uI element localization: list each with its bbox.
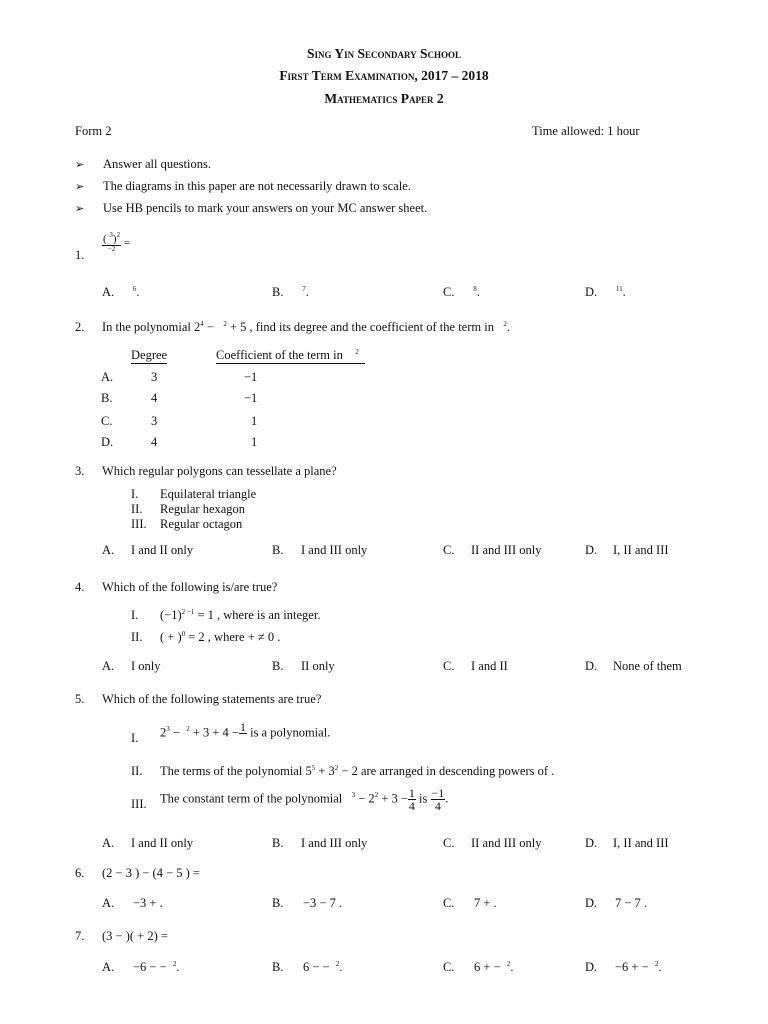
option-d[interactable]: D. (585, 543, 598, 557)
option-a[interactable]: A. (102, 836, 115, 850)
option-d[interactable]: D. (585, 960, 598, 974)
form-label: Form 2 (75, 124, 112, 138)
option-c-text: II and III only (471, 836, 542, 850)
option-a-text: I only (131, 659, 161, 673)
question-text: (3 − )( + 2) = (102, 929, 168, 943)
statement-roman: II. (131, 502, 143, 516)
option-c-text: 6 + − $^2$. (474, 960, 514, 974)
option-d-text: −6 + − $^2$. (615, 960, 662, 974)
statement-roman: I. (131, 731, 139, 745)
statement-text: The terms of the polynomial $5^5 + 3^2 - 2$ are arranged in descending powers of . (160, 764, 555, 778)
time-allowed: Time allowed: 1 hour (532, 124, 640, 138)
option-d[interactable]: D. (585, 836, 598, 850)
option-c[interactable]: C. (443, 659, 455, 673)
option-a-text: I and II only (131, 543, 194, 557)
option-b-text: I and III only (301, 836, 368, 850)
option-b-text: −3 − 7 . (303, 896, 343, 910)
question-text: Which regular polygons can tessellate a plane? (102, 464, 337, 478)
option-c[interactable]: C. (443, 960, 455, 974)
statement-text: $2^3 - ^2 + 3 + 4$ − 1 is a polynomial. (160, 720, 331, 740)
option-d[interactable]: D. (585, 659, 598, 673)
statement-roman: III. (131, 797, 147, 811)
question-text: Which of the following statements are true? (102, 692, 322, 706)
degree-column-header: Degree (131, 348, 168, 362)
statement-text: $(-1)^{2 -1} = 1$ , where is an integer. (160, 608, 321, 622)
question-number: 2. (75, 320, 85, 334)
statement-roman: II. (131, 630, 143, 644)
option-a[interactable]: A. (102, 896, 115, 910)
option-a[interactable]: A. (102, 543, 115, 557)
option-b[interactable]: B. (272, 896, 284, 910)
question-number: 5. (75, 692, 85, 706)
question-number: 3. (75, 464, 85, 478)
question-text: In the polynomial $2^4$ − $^2$ + 5 , find its degree and the coefficient of the term in $^2$. (102, 320, 510, 334)
arrow-bullet-icon: ➢ (75, 159, 85, 171)
option-d-text: None of them (613, 659, 682, 673)
question-text: Which of the following is/are true? (102, 580, 278, 594)
statement-roman: II. (131, 764, 143, 778)
option-c-text: I and II (471, 659, 508, 673)
arrow-bullet-icon: ➢ (75, 203, 85, 215)
option-b-text: 6 − − $^2$. (303, 960, 343, 974)
statement-text: The constant term of the polynomial $^3 - 2^2 + 3$ − $\frac{1}{4}$ is $\frac{-1}{4}$ . (160, 786, 449, 813)
question-number: 6. (75, 866, 85, 880)
question-number: 7. (75, 929, 85, 943)
option-b[interactable]: B. (272, 659, 284, 673)
paper-title: Mathematics Paper 2 (324, 91, 444, 106)
exam-title: First Term Examination, 2017 – 2018 (279, 68, 489, 83)
question-text: (2 − 3 ) − (4 − 5 ) = (102, 866, 200, 880)
arrow-bullet-icon: ➢ (75, 181, 85, 193)
option-b[interactable]: B. (272, 543, 284, 557)
statement-text: Regular octagon (160, 517, 243, 531)
option-b-text: I and III only (301, 543, 368, 557)
option-c[interactable]: C. (443, 836, 455, 850)
statement-text: ( + )$^0$ = 2 , where + ≠ 0 . (160, 630, 281, 644)
option-d-text: I, II and III (613, 543, 669, 557)
statement-roman: I. (131, 487, 139, 501)
instruction-item: ➢ Answer all questions. (75, 157, 211, 171)
option-a-text: −3 + . (133, 896, 163, 910)
option-b[interactable]: B. $^7$. (272, 285, 309, 299)
option-d-text: 7 − 7 . (615, 896, 648, 910)
school-name: Sing Yin Secondary School (306, 46, 462, 61)
q1-expression: $\frac{( ^3)^2}{-2}$ = (103, 231, 131, 253)
option-a-text: I and II only (131, 836, 194, 850)
option-a[interactable]: A. (102, 659, 115, 673)
option-c-text: II and III only (471, 543, 542, 557)
question-number: 4. (75, 580, 85, 594)
option-b-text: II only (301, 659, 335, 673)
option-c[interactable]: C. (443, 543, 455, 557)
option-d-text: I, II and III (613, 836, 669, 850)
option-a[interactable]: A. (102, 960, 115, 974)
option-a[interactable]: A. $^6$. (102, 285, 140, 299)
option-d[interactable]: D. $^{11}$. (585, 285, 626, 299)
option-a-text: −6 − − $^2$. (133, 960, 180, 974)
coefficient-column-header: Coefficient of the term in $^2$ (216, 348, 365, 363)
question-number: 1. (75, 248, 85, 262)
option-b[interactable]: B. (272, 960, 284, 974)
instruction-item: ➢ The diagrams in this paper are not necessarily drawn to scale. (75, 179, 411, 193)
option-c[interactable]: C. $^8$. (443, 285, 480, 299)
statement-text: Equilateral triangle (160, 487, 257, 501)
option-c[interactable]: C. (443, 896, 455, 910)
statement-roman: III. (131, 517, 147, 531)
option-c-text: 7 + . (474, 896, 497, 910)
option-d[interactable]: D. (585, 896, 598, 910)
statement-roman: I. (131, 608, 139, 622)
statement-text: Regular hexagon (160, 502, 246, 516)
option-b[interactable]: B. (272, 836, 284, 850)
instruction-item: ➢ Use HB pencils to mark your answers on your MC answer sheet. (75, 201, 428, 215)
